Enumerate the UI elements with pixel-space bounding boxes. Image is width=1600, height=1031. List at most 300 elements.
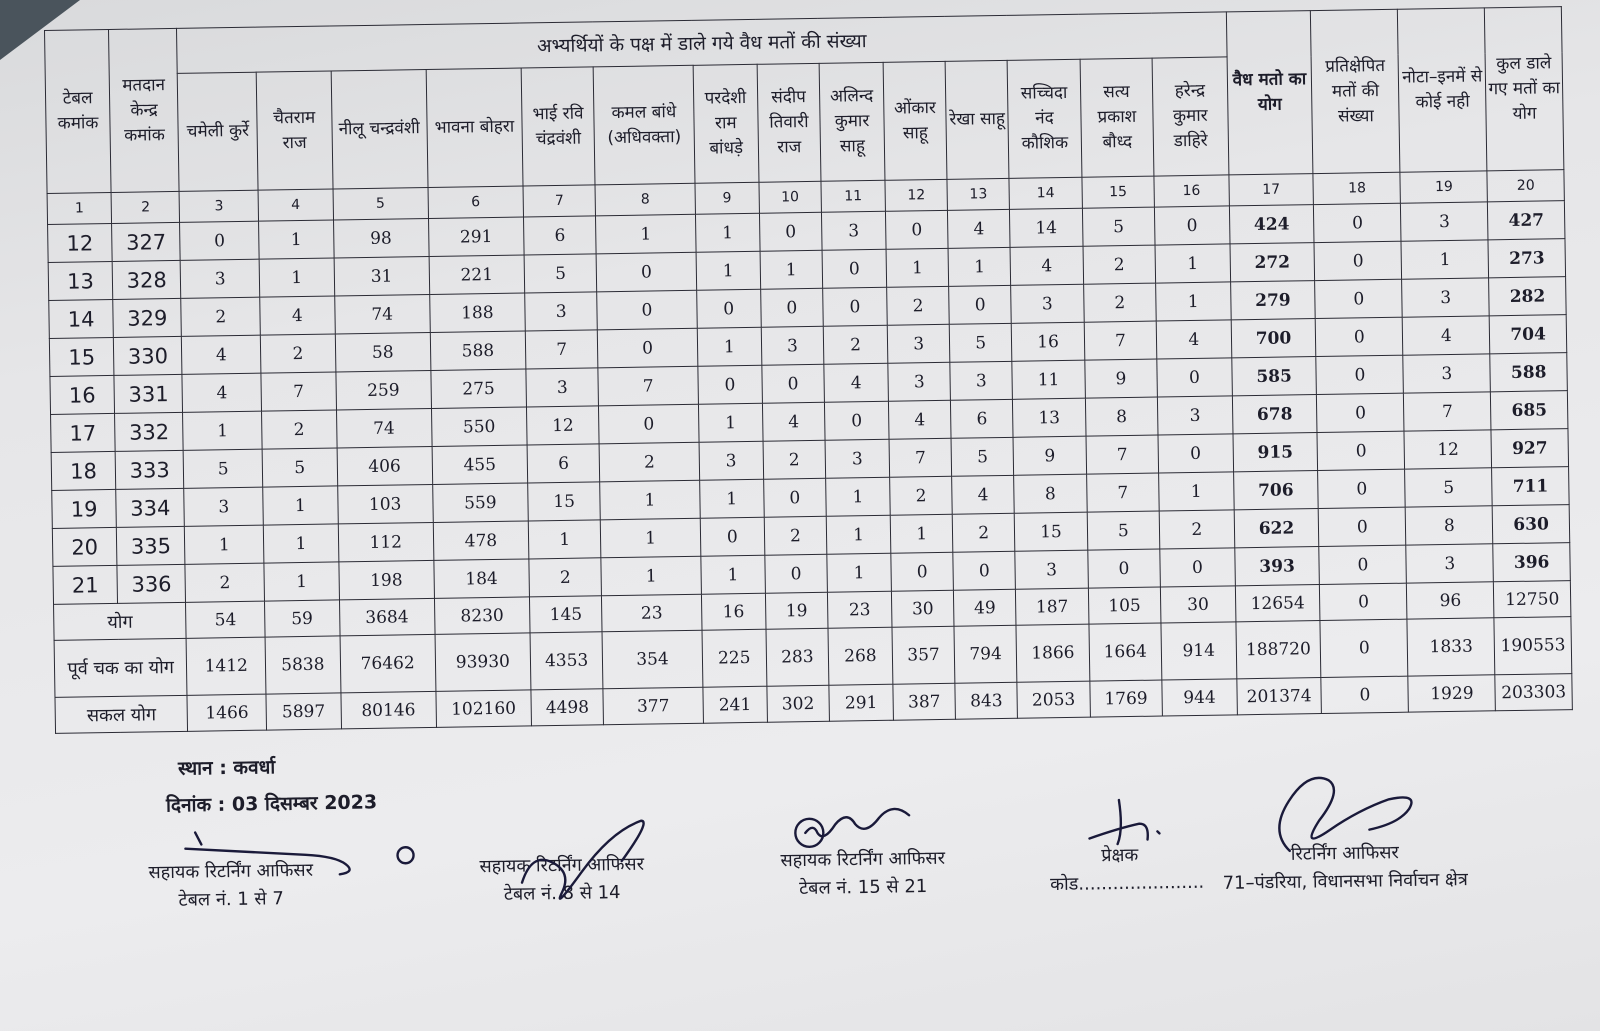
total-cell: 1412 bbox=[187, 637, 267, 695]
vote-cell: 5 bbox=[262, 448, 337, 487]
vote-cell: 1 bbox=[528, 520, 601, 559]
vote-cell: 2 bbox=[181, 297, 260, 336]
booth-no-cell: 332 bbox=[115, 412, 184, 451]
column-number: 7 bbox=[523, 185, 596, 217]
vote-cell: 74 bbox=[334, 294, 430, 333]
signature-sub: टेबल नं. 15 से 21 bbox=[798, 875, 928, 900]
column-number: 11 bbox=[821, 180, 886, 212]
total-cell: 93930 bbox=[435, 633, 531, 691]
total-cell: 19 bbox=[765, 592, 828, 629]
total-cell: 190553 bbox=[1494, 617, 1572, 675]
header-grand-total: कुल डाले गए मतों का योग bbox=[1485, 7, 1564, 171]
column-number: 3 bbox=[179, 190, 258, 222]
table-no-cell: 13 bbox=[48, 261, 113, 300]
signature-title: सहायक रिटर्निंग आफिसर bbox=[148, 859, 314, 884]
total-cell: 1929 bbox=[1408, 675, 1495, 712]
vote-cell: 1 bbox=[600, 480, 700, 520]
vote-cell: 4 bbox=[260, 296, 335, 335]
vote-cell: 1 bbox=[601, 556, 701, 596]
vote-cell: 8 bbox=[1085, 397, 1158, 436]
total-cell: 302 bbox=[767, 685, 830, 722]
vote-cell: 588 bbox=[430, 331, 526, 370]
vote-cell: 3 bbox=[821, 211, 886, 250]
vote-cell: 3 bbox=[699, 441, 764, 480]
vote-cell: 2 bbox=[823, 325, 888, 364]
vote-cell: 1 bbox=[948, 247, 1011, 286]
total-cell: 944 bbox=[1162, 679, 1237, 716]
signature-icon bbox=[175, 819, 436, 893]
vote-cell: 98 bbox=[333, 218, 429, 257]
vote-cell: 2 bbox=[952, 513, 1015, 552]
total-cell: 377 bbox=[603, 687, 703, 725]
column-number: 6 bbox=[428, 186, 524, 218]
vote-cell: 2 bbox=[185, 563, 264, 602]
vote-cell: 406 bbox=[337, 446, 433, 485]
vote-cell: 4 bbox=[182, 373, 261, 412]
vote-cell: 0 bbox=[953, 551, 1016, 590]
total-cell: 203303 bbox=[1495, 674, 1572, 711]
vote-cell: 8 bbox=[1014, 474, 1087, 513]
vote-cell: 3 bbox=[887, 324, 950, 363]
vote-cell: 5 bbox=[951, 437, 1014, 476]
signature-icon bbox=[1069, 791, 1190, 853]
booth-no-cell: 327 bbox=[112, 222, 181, 261]
vote-cell: 4 bbox=[762, 402, 825, 441]
column-number: 14 bbox=[1009, 177, 1082, 209]
vote-cell: 0 bbox=[759, 212, 822, 251]
vote-cell: 4 bbox=[889, 400, 952, 439]
vote-cell: 700 bbox=[1231, 319, 1316, 358]
vote-cell: 1 bbox=[826, 477, 891, 516]
table-no-cell: 17 bbox=[51, 413, 116, 452]
vote-cell: 112 bbox=[338, 522, 434, 561]
vote-cell: 14 bbox=[1010, 208, 1083, 247]
signature-icon bbox=[1248, 768, 1469, 861]
vote-cell: 1 bbox=[1401, 240, 1489, 279]
vote-cell: 1 bbox=[701, 555, 766, 594]
vote-cell: 0 bbox=[1316, 317, 1404, 356]
vote-cell: 0 bbox=[1314, 241, 1402, 280]
total-cell: 12750 bbox=[1494, 581, 1571, 618]
total-cell: 59 bbox=[265, 600, 340, 637]
vote-cell: 4 bbox=[1010, 246, 1083, 285]
vote-cell: 2 bbox=[260, 334, 335, 373]
vote-cell: 0 bbox=[1318, 469, 1406, 508]
vote-cell: 915 bbox=[1233, 433, 1318, 472]
vote-cell: 0 bbox=[1155, 206, 1230, 245]
vote-cell: 0 bbox=[761, 288, 824, 327]
vote-cell: 3 bbox=[1406, 544, 1494, 583]
total-cell: 843 bbox=[955, 682, 1018, 719]
signature-sub: कोड...................... bbox=[1050, 871, 1205, 896]
vote-cell: 3 bbox=[761, 326, 824, 365]
vote-cell: 0 bbox=[1314, 203, 1402, 242]
vote-cell: 706 bbox=[1233, 471, 1318, 510]
vote-cell: 6 bbox=[951, 399, 1014, 438]
table-no-cell: 16 bbox=[50, 375, 115, 414]
vote-cell: 3 bbox=[526, 368, 599, 407]
vote-cell: 1 bbox=[596, 214, 696, 254]
vote-cell: 478 bbox=[433, 521, 529, 560]
vote-cell: 1 bbox=[183, 411, 262, 450]
booth-no-cell: 331 bbox=[114, 374, 183, 413]
vote-cell: 1 bbox=[826, 515, 891, 554]
vote-cell: 4 bbox=[1403, 316, 1491, 355]
signature-title: सहायक रिटर्निंग आफिसर bbox=[780, 847, 946, 872]
vote-cell: 704 bbox=[1489, 315, 1566, 354]
candidate-header: संदीप तिवारी राज bbox=[757, 63, 821, 182]
vote-cell: 13 bbox=[1013, 398, 1086, 437]
booth-no-cell: 334 bbox=[116, 488, 185, 527]
header-table-no: टेबल कमांक bbox=[45, 29, 112, 193]
header-booth-no: मतदान केन्द्र कमांक bbox=[109, 28, 180, 192]
vote-cell: 9 bbox=[1084, 359, 1157, 398]
total-cell: 96 bbox=[1407, 582, 1494, 619]
vote-cell: 2 bbox=[763, 440, 826, 479]
total-cell: 49 bbox=[954, 589, 1017, 626]
vote-cell: 550 bbox=[431, 407, 527, 446]
vote-cell: 7 bbox=[525, 330, 598, 369]
vote-cell: 4 bbox=[952, 475, 1015, 514]
vote-cell: 2 bbox=[890, 476, 953, 515]
vote-cell: 0 bbox=[597, 290, 697, 330]
vote-cell: 0 bbox=[1316, 355, 1404, 394]
vote-cell: 1 bbox=[601, 518, 701, 558]
header-valid-total: वैध मतो का योग bbox=[1226, 11, 1313, 175]
vote-cell: 0 bbox=[1087, 549, 1160, 588]
vote-cell: 7 bbox=[1404, 392, 1492, 431]
vote-cell: 3 bbox=[184, 487, 263, 526]
signature-block-4 bbox=[1050, 841, 1205, 899]
vote-cell: 3 bbox=[1015, 550, 1088, 589]
vote-cell: 9 bbox=[1013, 436, 1086, 475]
total-cell: 76462 bbox=[340, 634, 436, 692]
vote-cell: 2 bbox=[887, 286, 950, 325]
vote-cell: 5 bbox=[524, 254, 597, 293]
vote-cell: 0 bbox=[1315, 279, 1403, 318]
vote-cell: 2 bbox=[1083, 283, 1156, 322]
vote-count-table bbox=[44, 6, 1573, 734]
vote-cell: 3 bbox=[525, 292, 598, 331]
booth-no-cell: 336 bbox=[117, 564, 186, 603]
vote-cell: 1 bbox=[185, 525, 264, 564]
vote-cell: 188 bbox=[429, 293, 525, 332]
vote-cell: 0 bbox=[1319, 507, 1407, 546]
column-number: 13 bbox=[947, 178, 1010, 210]
signature-title: सहायक रिटर्निंग आफिसर bbox=[479, 853, 645, 878]
vote-cell: 0 bbox=[1319, 545, 1407, 584]
total-cell: 145 bbox=[529, 596, 602, 633]
column-number: 5 bbox=[333, 187, 429, 219]
date-label: दिनांक : 03 दिसम्बर 2023 bbox=[165, 791, 378, 817]
vote-cell: 5 bbox=[184, 449, 263, 488]
total-cell: 102160 bbox=[436, 690, 532, 727]
signature-block-3 bbox=[758, 844, 969, 903]
vote-cell: 3 bbox=[825, 439, 890, 478]
candidate-header: चमेली कुर्रे bbox=[178, 72, 258, 191]
total-cell: 54 bbox=[186, 601, 265, 638]
total-cell: 1769 bbox=[1090, 680, 1163, 717]
total-cell: 4353 bbox=[530, 632, 603, 690]
vote-cell: 7 bbox=[889, 438, 952, 477]
column-number: 10 bbox=[759, 181, 822, 213]
vote-cell: 1 bbox=[890, 514, 953, 553]
vote-cell: 0 bbox=[949, 285, 1012, 324]
candidate-header: परदेशी राम बांधड़े bbox=[693, 64, 759, 183]
vote-cell: 7 bbox=[261, 372, 336, 411]
column-number: 15 bbox=[1082, 176, 1155, 208]
vote-cell: 4 bbox=[1156, 320, 1231, 359]
total-cell: 23 bbox=[827, 591, 892, 628]
vote-cell: 630 bbox=[1492, 505, 1569, 544]
vote-cell: 3 bbox=[1157, 396, 1232, 435]
table-no-cell: 20 bbox=[52, 527, 117, 566]
booth-no-cell: 333 bbox=[115, 450, 184, 489]
column-number: 12 bbox=[885, 179, 948, 211]
table-no-cell: 14 bbox=[49, 299, 114, 338]
table-no-cell: 19 bbox=[52, 489, 117, 528]
total-cell: 0 bbox=[1320, 583, 1407, 620]
total-cell: 225 bbox=[702, 629, 767, 687]
vote-cell: 3 bbox=[1401, 202, 1489, 241]
vote-cell: 4 bbox=[182, 335, 261, 374]
signature-block-1 bbox=[106, 856, 357, 916]
vote-cell: 221 bbox=[429, 255, 525, 294]
total-cell: 1466 bbox=[187, 694, 266, 731]
signature-sub: टेबल नं. 1 से 7 bbox=[178, 888, 284, 911]
vote-cell: 12 bbox=[526, 406, 599, 445]
vote-cell: 1 bbox=[263, 524, 338, 563]
booth-no-cell: 328 bbox=[112, 260, 181, 299]
vote-cell: 6 bbox=[523, 216, 596, 255]
vote-cell: 5 bbox=[1082, 207, 1155, 246]
vote-cell: 588 bbox=[1490, 353, 1567, 392]
header-nota: नोटा–इनमें से कोई नही bbox=[1398, 8, 1487, 172]
vote-cell: 1 bbox=[695, 213, 760, 252]
vote-cell: 8 bbox=[1406, 506, 1494, 545]
vote-cell: 259 bbox=[335, 370, 431, 409]
total-cell: 23 bbox=[602, 594, 702, 632]
candidate-header: भाई रवि चंद्रवंशी bbox=[521, 67, 595, 186]
vote-cell: 16 bbox=[1011, 322, 1084, 361]
column-number: 18 bbox=[1313, 172, 1400, 204]
total-cell: 105 bbox=[1088, 587, 1161, 624]
vote-cell: 455 bbox=[432, 445, 528, 484]
candidate-header: ओंकार साहू bbox=[883, 61, 947, 180]
vote-cell: 585 bbox=[1231, 357, 1316, 396]
totals-label: योग bbox=[54, 602, 187, 640]
vote-cell: 3 bbox=[950, 361, 1013, 400]
vote-cell: 5 bbox=[1405, 468, 1493, 507]
vote-cell: 0 bbox=[886, 210, 949, 249]
place-label: स्थान : कवर्धा bbox=[177, 756, 276, 780]
total-cell: 187 bbox=[1016, 588, 1089, 625]
vote-cell: 1 bbox=[760, 250, 823, 289]
vote-cell: 15 bbox=[528, 482, 601, 521]
vote-cell: 0 bbox=[762, 364, 825, 403]
vote-cell: 58 bbox=[335, 332, 431, 371]
vote-cell: 2 bbox=[1083, 245, 1156, 284]
candidate-header: चैतराम राज bbox=[256, 71, 332, 190]
column-number: 8 bbox=[595, 183, 695, 216]
total-cell: 3684 bbox=[339, 598, 435, 635]
total-cell: 0 bbox=[1321, 676, 1408, 713]
table-no-cell: 12 bbox=[48, 223, 113, 262]
table-no-cell: 15 bbox=[49, 337, 114, 376]
vote-cell: 0 bbox=[823, 287, 888, 326]
vote-cell: 2 bbox=[262, 410, 337, 449]
vote-cell: 1 bbox=[259, 220, 334, 259]
booth-no-cell: 335 bbox=[116, 526, 185, 565]
signature-sub: टेबल नं. 8 से 14 bbox=[503, 882, 621, 905]
vote-cell: 3 bbox=[1402, 278, 1490, 317]
total-cell: 357 bbox=[892, 626, 955, 684]
vote-cell: 2 bbox=[1159, 510, 1234, 549]
total-cell: 16 bbox=[701, 593, 766, 630]
vote-cell: 0 bbox=[700, 517, 765, 556]
vote-cell: 1 bbox=[696, 251, 761, 290]
total-cell: 1833 bbox=[1407, 618, 1495, 676]
column-number: 20 bbox=[1487, 170, 1564, 202]
candidate-header: अलिन्द कुमार साहू bbox=[819, 62, 885, 181]
total-cell: 354 bbox=[602, 630, 702, 689]
vote-cell: 291 bbox=[428, 217, 524, 256]
total-cell: 4498 bbox=[531, 689, 604, 726]
vote-cell: 1 bbox=[1155, 244, 1230, 283]
signature-sub: 71–पंडरिया, विधानसभा निर्वाचन क्षेत्र bbox=[1222, 869, 1468, 894]
vote-cell: 678 bbox=[1232, 395, 1317, 434]
total-cell: 794 bbox=[954, 625, 1017, 683]
vote-cell: 0 bbox=[598, 328, 698, 368]
vote-cell: 1 bbox=[886, 248, 949, 287]
total-cell: 0 bbox=[1320, 619, 1408, 677]
vote-cell: 3 bbox=[888, 362, 951, 401]
vote-cell: 0 bbox=[824, 401, 889, 440]
vote-cell: 1 bbox=[264, 562, 339, 601]
vote-cell: 0 bbox=[822, 249, 887, 288]
vote-cell: 2 bbox=[764, 516, 827, 555]
vote-cell: 279 bbox=[1230, 281, 1315, 320]
signature-icon bbox=[787, 795, 948, 858]
vote-cell: 1 bbox=[698, 403, 763, 442]
header-rejected: प्रतिक्षेपित मतों की संख्या bbox=[1311, 9, 1400, 173]
vote-cell: 7 bbox=[1084, 321, 1157, 360]
vote-cell: 927 bbox=[1491, 429, 1568, 468]
vote-cell: 424 bbox=[1229, 205, 1314, 244]
vote-cell: 1 bbox=[1156, 282, 1231, 321]
vote-cell: 393 bbox=[1234, 547, 1319, 586]
column-number: 4 bbox=[258, 189, 333, 221]
vote-cell: 31 bbox=[334, 256, 430, 295]
vote-cell: 198 bbox=[338, 560, 434, 599]
vote-cell: 0 bbox=[1160, 548, 1235, 587]
total-cell: 5897 bbox=[266, 693, 341, 730]
vote-cell: 0 bbox=[696, 289, 761, 328]
vote-cell: 4 bbox=[948, 209, 1011, 248]
total-cell: 201374 bbox=[1236, 678, 1321, 715]
booth-no-cell: 330 bbox=[113, 336, 182, 375]
total-cell: 291 bbox=[829, 684, 894, 721]
vote-cell: 1 bbox=[259, 258, 334, 297]
total-cell: 914 bbox=[1161, 622, 1236, 680]
signature-icon bbox=[491, 810, 692, 903]
vote-cell: 273 bbox=[1488, 239, 1565, 278]
booth-no-cell: 329 bbox=[113, 298, 182, 337]
vote-cell: 1 bbox=[697, 327, 762, 366]
total-cell: 241 bbox=[703, 686, 768, 723]
vote-cell: 0 bbox=[1158, 434, 1233, 473]
vote-cell: 0 bbox=[596, 252, 696, 292]
candidate-header: हरेन्द्र कुमार डाहिरे bbox=[1152, 57, 1228, 176]
candidate-header: नीलू चन्द्रवंशी bbox=[331, 70, 428, 189]
candidate-header: सत्य प्रकाश बौध्द bbox=[1080, 58, 1154, 177]
vote-cell: 275 bbox=[431, 369, 527, 408]
candidate-header: सच्चिदा नंद कौशिक bbox=[1007, 59, 1081, 178]
vote-cell: 4 bbox=[824, 363, 889, 402]
vote-cell: 0 bbox=[764, 478, 827, 517]
total-cell: 268 bbox=[828, 627, 893, 685]
total-cell: 1664 bbox=[1089, 623, 1162, 681]
total-cell: 8230 bbox=[434, 597, 530, 634]
vote-cell: 711 bbox=[1492, 467, 1569, 506]
total-cell: 1866 bbox=[1016, 624, 1089, 682]
vote-cell: 12 bbox=[1404, 430, 1492, 469]
totals-label: सकल योग bbox=[55, 695, 188, 733]
vote-cell: 3 bbox=[1403, 354, 1491, 393]
signature-block-5 bbox=[1200, 838, 1491, 899]
column-number: 19 bbox=[1400, 171, 1487, 203]
vote-cell: 7 bbox=[598, 366, 698, 406]
vote-cell: 5 bbox=[949, 323, 1012, 362]
total-cell: 2053 bbox=[1017, 681, 1090, 718]
vote-cell: 0 bbox=[599, 404, 699, 444]
total-cell: 283 bbox=[766, 628, 829, 686]
vote-cell: 282 bbox=[1489, 277, 1566, 316]
vote-cell: 559 bbox=[432, 483, 528, 522]
column-number: 9 bbox=[695, 182, 760, 214]
vote-cell: 7 bbox=[1086, 435, 1159, 474]
vote-cell: 1 bbox=[1159, 472, 1234, 511]
vote-cell: 2 bbox=[529, 558, 602, 597]
header-candidates-group: अभ्यर्थियों के पक्ष में डाले गये वैध मतों की संख्या bbox=[177, 12, 1227, 73]
signature-title: रिटर्निंग आफिसर bbox=[1290, 842, 1399, 865]
candidate-header: रेखा साहू bbox=[945, 60, 1009, 179]
signature-block-2 bbox=[452, 850, 673, 909]
vote-cell: 74 bbox=[336, 408, 432, 447]
total-cell: 387 bbox=[893, 683, 956, 720]
total-cell: 5838 bbox=[265, 636, 340, 694]
vote-cell: 2 bbox=[599, 442, 699, 482]
total-cell: 188720 bbox=[1236, 621, 1322, 679]
vote-cell: 0 bbox=[891, 552, 954, 591]
total-cell: 12654 bbox=[1235, 585, 1320, 622]
vote-cell: 622 bbox=[1234, 509, 1319, 548]
vote-cell: 7 bbox=[1086, 473, 1159, 512]
vote-cell: 685 bbox=[1491, 391, 1568, 430]
candidate-header: भावना बोहरा bbox=[426, 68, 523, 187]
totals-label: पूर्व चक का योग bbox=[54, 638, 187, 697]
vote-cell: 184 bbox=[434, 559, 530, 598]
vote-cell: 0 bbox=[1157, 358, 1232, 397]
column-number: 2 bbox=[111, 191, 180, 223]
total-cell: 30 bbox=[892, 590, 955, 627]
vote-cell: 0 bbox=[1317, 393, 1405, 432]
vote-cell: 15 bbox=[1014, 512, 1087, 551]
vote-cell: 3 bbox=[181, 259, 260, 298]
table-no-cell: 21 bbox=[53, 565, 118, 604]
vote-cell: 11 bbox=[1012, 360, 1085, 399]
total-cell: 30 bbox=[1160, 586, 1235, 623]
